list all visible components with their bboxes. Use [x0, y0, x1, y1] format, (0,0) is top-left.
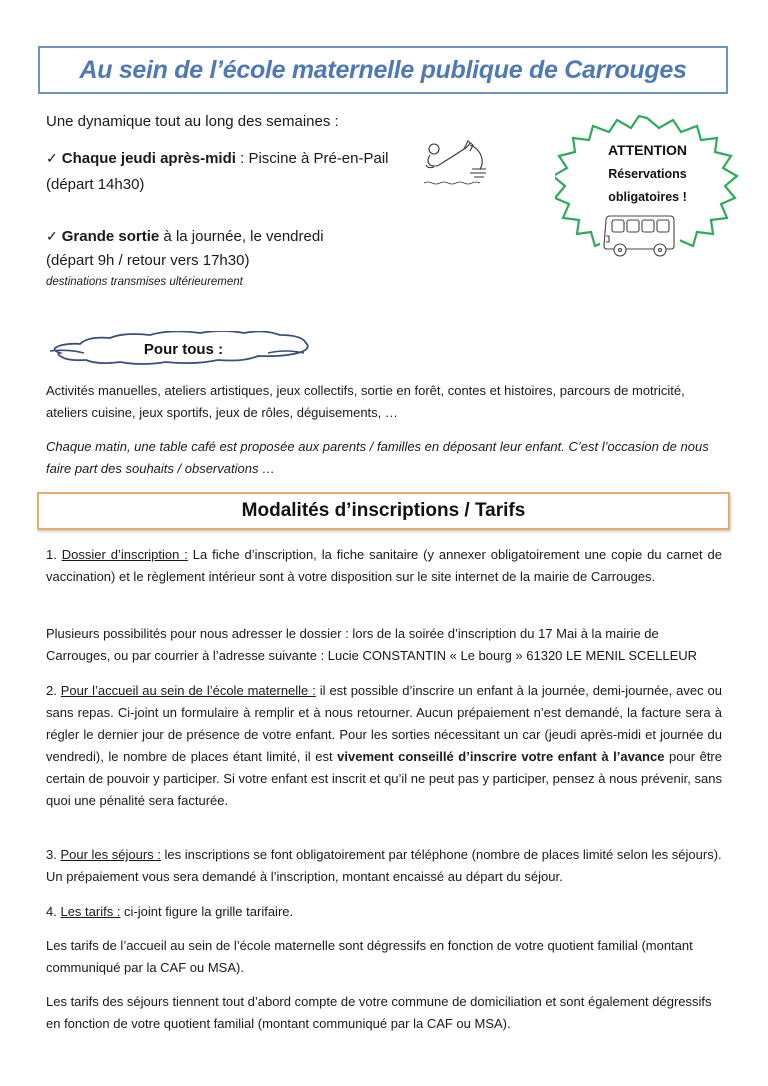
section-sejours [46, 844, 722, 888]
friday-item [46, 225, 324, 248]
bus-icon [600, 212, 680, 260]
thursday-item [46, 147, 389, 170]
pour-tous-label: Pour tous : [143, 341, 224, 358]
swimmer-icon [420, 135, 495, 187]
adresse-text: Plusieurs possibilités pour nous adresser le dossier : lors de la soirée d’inscription du 17 Mai à la mairie de Carrouges, ou par courrier à l’adresse suivante : Lucie CONSTANTIN « Le bourg » 61320 LE MENIL SCELLEUR [46, 626, 698, 663]
section-text: les inscriptions se font obligatoirement par téléphone (nombre de places limité selon les séjours). Un prépaiement vous sera demandé à l’inscription, montant encaissé au départ du séjour. [46, 847, 722, 884]
page-title-box [38, 46, 728, 94]
section-text: ci-joint figure la grille tarifaire. [120, 904, 294, 919]
attention-label: ATTENTION [607, 142, 688, 158]
obligatoires-label: obligatoires ! [608, 190, 687, 204]
section-title: Les tarifs : [60, 904, 121, 919]
section-title: Dossier d’inscription : [61, 547, 188, 562]
section-text-a: il est possible d’inscrire un enfant à la journée, demi-journée, avec ou sans repas. Ci-joint un formulaire à remplir et à nous retourner. Aucun prépaiement n’est demandé, la facture sera à régler le dernier jour de présence de votre enfant. Pour les sorties nécessitant un car (jeudi après-midi et journée du vendredi), le nombre de places étant limité, il est [46, 683, 722, 764]
friday-bold: Grande sortie [61, 228, 160, 245]
section-number: 1. [46, 547, 62, 562]
cafe-text: Chaque matin, une table café est proposée aux parents / familles en déposant leur enfant. C’est l’occasion de nous faire part des souhaits / observations … [46, 439, 709, 476]
section-bold: vivement conseillé d’inscrire votre enfant à l’avance [337, 749, 665, 764]
modalites-heading-box [37, 492, 730, 530]
thursday-rest: : Piscine à Pré-en-Pail [235, 150, 389, 167]
section-dossier [46, 544, 722, 588]
section-tarifs [46, 901, 722, 923]
section-number: 3. [46, 847, 61, 862]
thursday-departure: (départ 14h30) [46, 176, 145, 193]
section-number: 4. [46, 904, 61, 919]
reservations-label: Réservations [608, 167, 687, 181]
section-number: 2. [46, 683, 61, 698]
section-text-b: pour être certain de pouvoir y participer. Si votre enfant est inscrit et qu’il ne peut pas y participer, pensez à nous prévenir, sans quoi une pénalité sera facturée. [46, 749, 722, 808]
friday-times: (départ 9h / retour vers 17h30) [46, 252, 250, 269]
section-accueil [46, 680, 722, 812]
section-text: La fiche d’inscription, la fiche sanitaire (y annexer obligatoirement une copie du carnet de vaccination) et le règlement intérieur sont à votre disposition sur le site internet de la mairie de Carrouges. [46, 547, 722, 584]
attention-starburst [555, 114, 740, 264]
tarifs-sejours-text: Les tarifs des séjours tiennent tout d’abord compte de votre commune de domiciliation et sont également dégressifs en fonction de votre quotient familial (montant communiqué par la CAF ou MSA). [46, 994, 712, 1031]
section-title: Pour les séjours : [60, 847, 161, 862]
pour-tous-cloud [46, 331, 321, 371]
friday-rest: à la journée, le vendredi [159, 228, 324, 245]
intro-heading: Une dynamique tout au long des semaines : [46, 113, 339, 130]
check-icon: ✓ [46, 228, 58, 244]
destinations-note: destinations transmises ultérieurement [46, 276, 243, 288]
tarifs-accueil-text: Les tarifs de l’accueil au sein de l’école maternelle sont dégressifs en fonction de votre quotient familial (montant communiqué par la CAF ou MSA). [46, 938, 693, 975]
modalites-heading: Modalités d’inscriptions / Tarifs [241, 500, 526, 521]
section-title: Pour l’accueil au sein de l’école maternelle : [60, 683, 316, 698]
page-title: Au sein de l’école maternelle publique de Carrouges [79, 55, 687, 84]
activities-text: Activités manuelles, ateliers artistiques, jeux collectifs, sortie en forêt, contes et histoires, parcours de motricité, ateliers cuisine, jeux sportifs, jeux de rôles, déguisements, … [46, 383, 685, 420]
thursday-bold: Chaque jeudi après-midi [61, 150, 236, 167]
check-icon: ✓ [46, 150, 58, 166]
